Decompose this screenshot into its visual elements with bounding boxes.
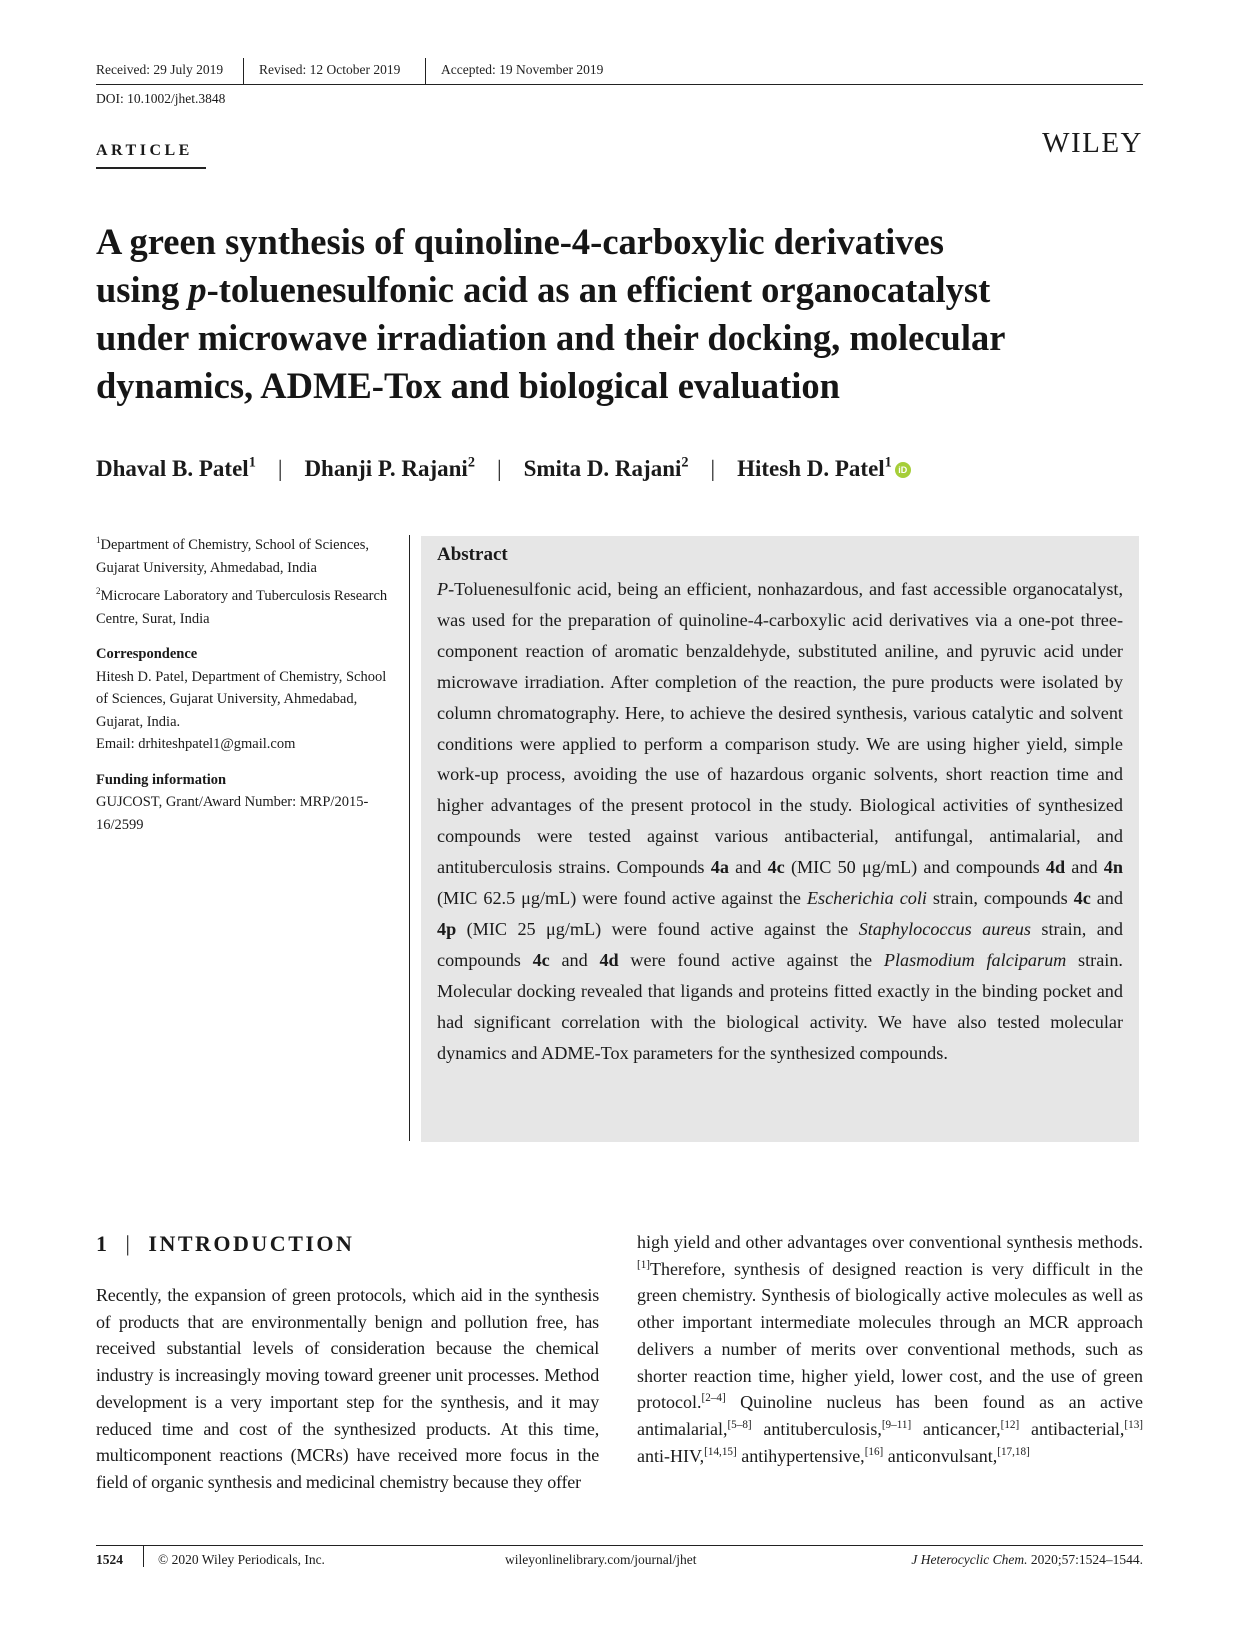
intro-text-left: Recently, the expansion of green protocols, which aid in the synthesis of products that are environmentally benign and pollution free, has received substantial levels of consideration because the chemical industry is increasingly moving toward greener unit processes. Method development is a very important step for the synthesis, and it may reduced time and cost of the synthesized products. At this time, multicomponent reactions (MCRs) have received more focus in the field of organic synthesis and medicinal chemistry because they offer	[96, 1285, 599, 1492]
author-affiliation: 1	[248, 454, 256, 471]
header-divider	[243, 58, 244, 84]
affiliation: $^1$Department of Chemistry, School of Sciences, Gujarat University, Ahmedabad, India	[96, 535, 369, 576]
correspondence-email[interactable]: Email: drhiteshpatel1@gmail.com	[96, 736, 296, 752]
header-divider	[425, 58, 426, 84]
citation-ref[interactable]: [16]	[864, 1445, 884, 1458]
journal-citation: J Heterocyclic Chem. 2020;57:1524–1544.	[911, 1552, 1143, 1567]
doi[interactable]: DOI: 10.1002/jhet.3848	[96, 91, 226, 106]
article-title	[96, 218, 1176, 410]
article-label-underline	[96, 167, 206, 169]
footer-divider	[143, 1545, 144, 1567]
received-date: Received: 29 July 2019	[96, 62, 224, 77]
publisher-logo: WILEY	[1042, 127, 1143, 159]
funding-text: GUJCOST, Grant/Award Number: MRP/2015-16/2599	[96, 794, 369, 833]
funding-heading: Funding information	[96, 771, 227, 788]
revised-date: Revised: 12 October 2019	[259, 62, 401, 77]
citation-ref[interactable]: [17,18]	[997, 1445, 1030, 1458]
author-name: Smita D. Rajani	[523, 456, 682, 481]
abstract-box	[421, 536, 1139, 1142]
affiliation: $^2$Microcare Laboratory and Tuberculosis Research Centre, Surat, India	[96, 586, 388, 627]
citation-ref[interactable]: [9–11]	[881, 1418, 912, 1431]
page-number: 1524	[96, 1552, 123, 1567]
citation-ref[interactable]: [2–4]	[701, 1391, 726, 1404]
title-line: using	[96, 269, 189, 310]
section-heading: 1 | INTRODUCTION	[96, 1231, 355, 1256]
journal-url[interactable]: wileyonlinelibrary.com/journal/jhet	[505, 1552, 697, 1567]
orcid-icon[interactable]: iD	[895, 462, 911, 478]
correspondence-heading: Correspondence	[96, 646, 198, 662]
author-affiliation: 2	[467, 454, 475, 471]
title-line: A green synthesis of quinoline-4-carboxylic derivatives	[96, 221, 944, 262]
title-line: dynamics, ADME-Tox and biological evaluation	[96, 365, 840, 406]
article-sidebar	[96, 534, 396, 836]
author-separator: |	[277, 456, 283, 481]
abstract-text: P-Toluenesulfonic acid, being an efficient, nonhazardous, and fast accessible organocatalyst, was used for the preparation of quinoline-4-carboxylic acid derivatives via a one-pot three-component reaction of aromatic benzaldehyde, substituted aniline, and pyruvic acid under microwave irradiation. After completion of the reaction, the pure products were isolated by column chromatography. Here, to achieve the desired synthesis, various catalytic and solvent conditions were applied to perform a comparison study. We are using higher yield, simple work-up process, avoiding the use of hazardous organic solvents, short reaction time and higher advantages of the present protocol in the study. Biological activities of synthesized compounds were tested against various antibacterial, antifungal, antimalarial, and antituberculosis strains. Compounds 4a and 4c (MIC 50 μg/mL) and compounds 4d and 4n (MIC 62.5 μg/mL) were found active against the Escherichia coli strain, compounds 4c and 4p (MIC 25 μg/mL) were found active against the Staphylococcus aureus strain, and compounds 4c and 4d were found active against the Plasmodium falciparum strain. Molecular docking revealed that ligands and proteins fitted exactly in the binding pocket and had significant correlation with the biological activity. We have also tested molecular dynamics and ADME-Tox parameters for the synthesized compounds.	[437, 579, 1123, 1063]
author-separator: |	[496, 456, 502, 481]
author-separator: |	[710, 456, 716, 481]
copyright: © 2020 Wiley Periodicals, Inc.	[158, 1552, 325, 1567]
intro-text-right: high yield and other advantages over conventional synthesis methods.[1]Therefore, synthesis of designed reaction is very difficult in the green chemistry. Synthesis of biologically active molecules as well as other important intermediate molecules through an MCR approach delivers a number of merits over conventional methods, such as shorter reaction time, higher yield, lower cost, and the use of green protocol.[2–4] Quinoline nucleus has been found as an active antimalarial,[5–8] antituberculosis,[9–11] anticancer,[12] antibacterial,[13] anti-HIV,[14,15] antihypertensive,[16] anticonvulsant,[17,18]	[637, 1232, 1143, 1466]
author-name: Dhaval B. Patel	[96, 456, 249, 481]
citation-ref[interactable]: [13]	[1124, 1418, 1143, 1431]
author-affiliation: 1	[884, 454, 892, 471]
accepted-date: Accepted: 19 November 2019	[441, 62, 604, 77]
author-affiliation: 2	[681, 454, 689, 471]
author-name: Hitesh D. Patel	[737, 456, 885, 481]
citation-ref[interactable]: [5–8]	[727, 1418, 752, 1431]
author-name: Dhanji P. Rajani	[304, 456, 468, 481]
correspondence-text: Hitesh D. Patel, Department of Chemistry, School of Sciences, Gujarat University, Ahmedabad, Gujarat, India.	[96, 668, 387, 730]
author-list	[96, 456, 911, 482]
citation-ref[interactable]: [14,15]	[704, 1445, 737, 1458]
title-line: under microwave irradiation and their docking, molecular	[96, 317, 1006, 358]
abstract-heading: Abstract	[437, 544, 508, 565]
title-line: -toluenesulfonic acid as an efficient organocatalyst	[206, 269, 991, 310]
sidebar-divider	[409, 535, 410, 1141]
footer-rule	[96, 1545, 1143, 1546]
article-type-label: ARTICLE	[96, 142, 193, 159]
header-rule	[96, 84, 1143, 85]
citation-ref[interactable]: [1]	[637, 1258, 651, 1271]
title-italic: p	[188, 269, 207, 310]
citation-ref[interactable]: [12]	[1000, 1418, 1020, 1431]
